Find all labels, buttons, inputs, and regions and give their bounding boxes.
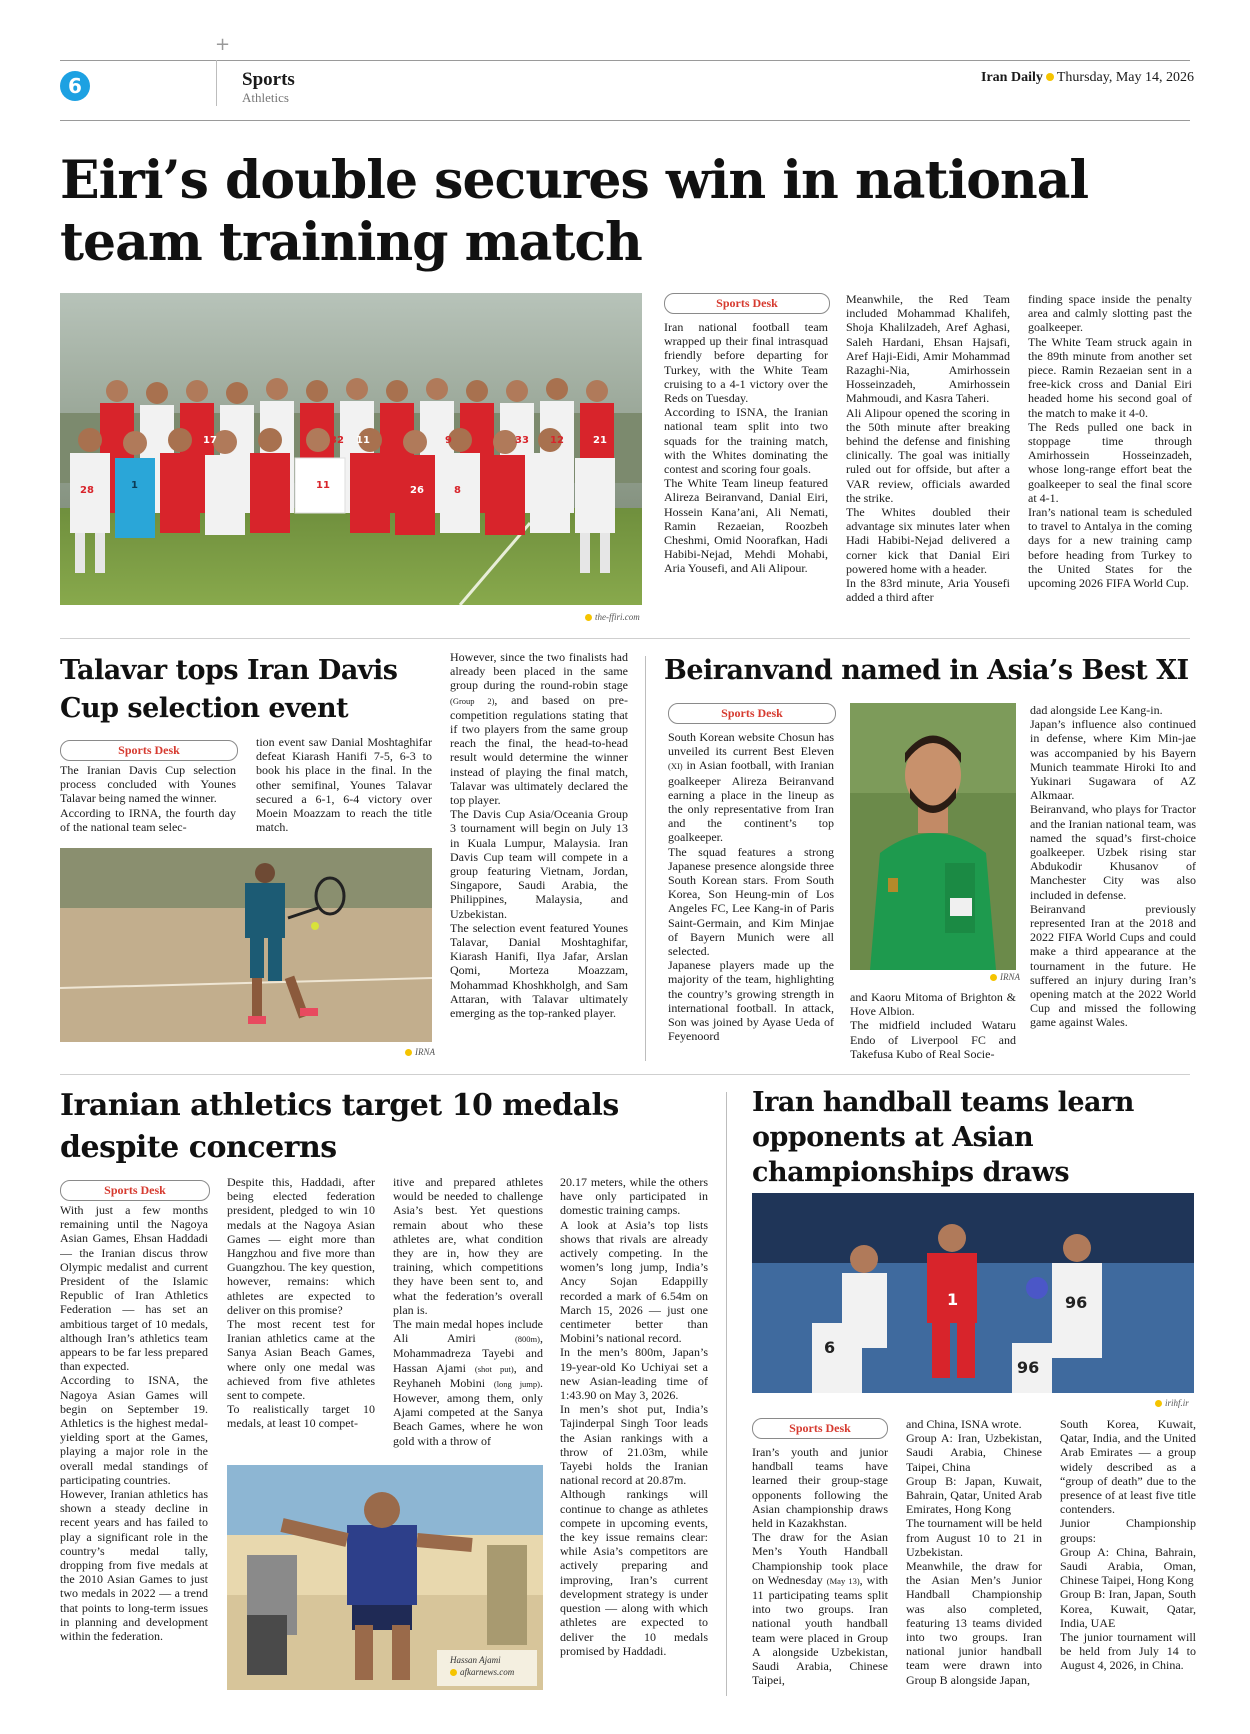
team-jersey-number: 28 — [80, 485, 94, 496]
section-rule — [60, 638, 1190, 639]
paragraph: Group B: Iran, Japan, South Korea, Kuwait, Qatar, India, UAE — [1060, 1587, 1196, 1630]
paragraph: The White Team lineup featured Alireza Beiranvand, Danial Eiri, Hossein Kana’ani, Ali Nemati, Ramin Rezaeian, Roozbeh Cheshmi, Omid Noorafkan, Hadi Habibi-Nejad, Mehdi Mohabi, Aria Yousefi, and Ali Alipour. — [664, 476, 828, 576]
paragraph: tion event saw Danial Moshtaghifar defeat Kiarash Hanifi 7-5, 6-3 to book his place in the final. In the other semifinal, Younes Talavar secured a 6-1, 6-4 victory over Moein Moazzam to reach the title match. — [256, 735, 432, 835]
goalkeeper-jersey-number: 1 — [131, 480, 138, 491]
credit-text: IRNA — [415, 1047, 435, 1057]
small-text: (800m) — [514, 1334, 540, 1345]
paragraph: itive and prepared athletes would be needed to challenge Asia’s best. Yet questions remain about who these athletes are, what condition they are in, how they are training, which competitions they have been sent to, and what the federation’s overall plan is. — [393, 1175, 543, 1317]
team-jersey-number: 32 — [330, 435, 344, 446]
paragraph: The junior tournament will be held from July 14 to August 4, 2026, in China. — [1060, 1630, 1196, 1673]
paragraph: The Reds pulled one back in stoppage time through Amirhossein Hosseinzadeh, whose long-range effort beat the goalkeeper to seal the final score at 4-1. — [1028, 419, 1192, 505]
athletics-desk-badge: Sports Desk — [60, 1180, 210, 1201]
credit-dot — [990, 974, 997, 981]
beiranvand-headline: Beiranvand named in Asia’s Best XI — [664, 655, 1189, 686]
team-jersey-number: 8 — [454, 485, 461, 496]
header-bottom-rule — [60, 120, 1190, 121]
small-text: (May 13) — [826, 1575, 860, 1586]
small-text: (XI) — [668, 761, 683, 772]
tennis-photo — [60, 848, 432, 1042]
team-jersey-number: 26 — [410, 485, 424, 496]
paragraph: and Kaoru Mitoma of Brighton & Hove Albion. — [850, 990, 1016, 1019]
handball-headline: Iran handball teams learn opponents at Asian championships draws — [752, 1087, 1134, 1188]
beiranvand-desk-badge: Sports Desk — [668, 703, 836, 724]
column-divider — [645, 656, 646, 1061]
paragraph: Ali Alipour opened the scoring in the 50th minute after breaking behind the defense and finishing clinically. The goal was initially ruled out for offside, but after a VAR review, officials awarded the strike. — [846, 405, 1010, 505]
team-jersey-number: 11 — [356, 435, 370, 446]
athletics-column-3 — [393, 1175, 543, 1465]
paragraph: According to ISNA, the Iranian national team split into two squads for the training match, with the Whites dominating the contest and scoring four goals. — [664, 405, 828, 477]
paragraph: Meanwhile, the draw for the Asian Men’s Junior Handball Championship was also completed, featuring 13 teams divided into two groups. Iran national junior handball team were drawn into Group B alongside Japan, — [906, 1559, 1042, 1687]
lead-column-1 — [664, 320, 828, 620]
team-jersey-number: 9 — [445, 435, 452, 446]
paragraph: dad alongside Lee Kang-in. — [1030, 703, 1163, 717]
credit-text: the-ffiri.com — [595, 612, 640, 622]
text-run: in Asian football, with Iranian goalkeeper Alireza Beiranvand earning a place in the lineup as the only representative from Iran and the continent’s top goalkeeper. — [668, 758, 834, 845]
paragraph: Iran’s national team is scheduled to travel to Antalya in the coming days for a new training camp before heading from Turkey to the United States for the upcoming 2026 FIFA World Cup. — [1028, 505, 1192, 591]
paragraph: Beiranvand previously represented Iran at the 2018 and 2022 FIFA World Cups and could make a third appearance at the tournament in the future. He suffered an injury during Iran’s opening match at the 2022 World Cup and missed the following game against Wales. — [1030, 901, 1196, 1030]
paragraph: Junior Championship groups: — [1060, 1516, 1196, 1545]
paragraph: The most recent test for Iranian athletics came at the Sanya Asian Beach Games, where only one medal was achieved from five athletes sent to compete. — [227, 1317, 375, 1403]
small-text: (Group 2) — [450, 695, 495, 706]
tennis-column-2 — [256, 735, 432, 835]
section-title: Sports — [242, 69, 295, 90]
paragraph: Japan’s influence also continued in defense, where Kim Min-jae was accompanied by his Bayern Munich teammate Hiroki Ito and Yukinari Sugawara of AZ Alkmaar. — [1030, 717, 1196, 803]
tennis-column-1 — [60, 763, 236, 843]
separator-dot — [1046, 73, 1054, 81]
paragraph — [752, 1530, 888, 1687]
credit-text: irihf.ir — [1165, 1398, 1189, 1408]
athletics-column-2 — [227, 1175, 375, 1465]
athletics-column-1 — [60, 1203, 208, 1699]
handball-column-3 — [1060, 1417, 1196, 1700]
paragraph: In men’s shot put, India’s Tajinderpal Singh Toor leads the Asian rankings with a throw of 21.03m, while Tayebi holds the Iranian national record at 20.87m. — [560, 1402, 708, 1488]
paragraph: Group A: Iran, Uzbekistan, Saudi Arabia, Chinese Taipei, China — [906, 1431, 1042, 1474]
paragraph — [668, 730, 834, 845]
lead-desk-badge: Sports Desk — [664, 293, 830, 314]
text-run: However, since the two finalists had already been placed in the same group during the round-robin stage — [450, 650, 628, 693]
paragraph — [450, 650, 628, 807]
crop-mark: + — [215, 34, 231, 55]
handball-jersey-number: 96 — [1017, 1358, 1040, 1377]
beiranvand-column-3 — [1030, 703, 1196, 1063]
athletics-column-4 — [560, 1175, 708, 1699]
beiranvand-photo-credit — [990, 972, 1020, 982]
handball-jersey-number: 96 — [1065, 1293, 1088, 1312]
handball-desk-badge: Sports Desk — [752, 1418, 888, 1439]
paragraph: South Korea, Kuwait, Qatar, India, and the United Arab Emirates — a group widely described as a “group of death” due to the presence of at least five title contenders. — [1060, 1417, 1196, 1517]
credit-text: IRNA — [1000, 972, 1020, 982]
team-photo — [60, 293, 642, 605]
shot-put-photo-caption: Hassan Ajami — [450, 1655, 501, 1665]
paragraph — [393, 1317, 543, 1448]
paragraph: A look at Asia’s top lists shows that rivals are already actively competing. In the women’s long jump, India’s Ancy Sojan Edappilly recorded a mark of 6.54m on March 15, 2026 — just one centimeter better than Mobini’s national record. — [560, 1217, 708, 1346]
paragraph: Group A: China, Bahrain, Saudi Arabia, Oman, Chinese Taipei, Hong Kong — [1060, 1544, 1196, 1588]
paragraph: Meanwhile, the Red Team included Mohammad Khalifeh, Shoja Khalilzadeh, Aref Aghasi, Saleh Hardani, Ehsan Hajsafi, Aref Haji-Eidi, Amir Mohammad Razaghi-Nia, Amirhossein Hosseinzadeh, Amirhossein Mahmoudi, and Kasra Taheri. — [846, 292, 1010, 406]
team-jersey-number: 33 — [515, 435, 529, 446]
subsection-title: Athletics — [242, 90, 289, 105]
paragraph: Although rankings will continue to change as athletes compete in upcoming events, the key issue remains clear: while Asia’s competitors are actively preparing and improving, Iran’s current development strategy is under question — along with which athletes are expected to deliver the 10 medals promised by Haddadi. — [560, 1487, 708, 1658]
top-rule — [60, 60, 1190, 61]
credit-dot — [405, 1049, 412, 1056]
team-jersey-number: 17 — [203, 435, 217, 446]
tennis-photo-credit — [405, 1047, 435, 1057]
section-rule — [60, 1074, 1190, 1075]
small-text: (shot put) — [474, 1363, 514, 1374]
paragraph: The Whites doubled their advantage six minutes later when Hadi Habibi-Nejad delivered a corner kick that Danial Eiri powered home with a header. — [846, 505, 1010, 576]
tennis-column-3 — [450, 650, 628, 1060]
tennis-desk-badge: Sports Desk — [60, 740, 238, 761]
handball-photo — [752, 1193, 1194, 1393]
text-run: . However, among them, only Ajami competed at the Sanya Beach Games, where he won gold with a throw of — [393, 1375, 543, 1448]
text-run: , with 11 participating teams split into two groups. Iran national youth handball team were placed in Group A alongside Uzbekistan, Saudi Arabia, Chinese Taipei, — [752, 1572, 888, 1688]
handball-photo-credit — [1155, 1398, 1189, 1408]
paragraph: In the 83rd minute, Aria Yousefi added a third after — [846, 576, 1010, 605]
team-jersey-number: 12 — [550, 435, 564, 446]
lead-headline: Eiri’s double secures win in national team training match — [60, 150, 1089, 273]
masthead — [981, 70, 1194, 86]
header-divider — [216, 60, 217, 106]
paragraph: Iran’s youth and junior handball teams have learned their group-stage opponents following the Asian championship draws held in Kazakhstan. — [752, 1445, 888, 1531]
beiranvand-column-1 — [668, 730, 834, 1060]
paragraph: However, Iranian athletics has shown a steady decline in recent years and has failed to play a significant role in the country’s medal tally, dropping from five medals at the 2010 Asian Games to just two medals in 2022 — a trend that points to long-term issues in planning and development within the federation. — [60, 1487, 208, 1644]
credit-dot — [1155, 1400, 1162, 1407]
paragraph: To realistically target 10 medals, at least 10 compet- — [227, 1402, 375, 1431]
tennis-headline: Talavar tops Iran Davis Cup selection event — [60, 655, 398, 724]
athletics-headline: Iranian athletics target 10 medals despite concerns — [60, 1088, 619, 1165]
team-jersey-number: 11 — [316, 480, 330, 491]
paragraph: The Davis Cup Asia/Oceania Group 3 tournament will begin on July 13 in Kuala Lumpur, Malaysia. Iran Davis Cup team will compete in a group featuring Vietnam, Jordan, Singapore, Saudi Arabia, the Philippines, Malaysia, and Uzbekistan. — [450, 807, 628, 921]
text-run: The draw for the Asian Men’s Youth Handball Championship took place on Wednesday — [752, 1530, 888, 1587]
paragraph: In the men’s 800m, Japan’s 19-year-old Ko Uchiyai set a new Asian-leading time of 1:43.90 on May 3, 2026. — [560, 1345, 708, 1403]
beiranvand-photo — [850, 703, 1016, 970]
handball-column-1 — [752, 1445, 888, 1700]
text-run: , Mohammadreza Tayebi and Hassan Ajami — [393, 1331, 543, 1375]
lead-column-2 — [846, 292, 1010, 622]
paragraph: Despite this, Haddadi, after being elected federation president, pledged to win 10 medals at the Nagoya Asian Games — eight more than Hangzhou and five more than Guangzhou. The key question, however, remains: which athletes are expected to deliver on this promise? — [227, 1175, 375, 1317]
paragraph: Group B: Japan, Kuwait, Bahrain, Qatar, United Arab Emirates, Hong Kong — [906, 1473, 1042, 1517]
credit-dot — [450, 1669, 457, 1676]
text-run: , and based on pre-competition regulations stating that if two players from the same group reach the final, the head-to-head result would determine the winner instead of playing the final match, Talavar was ultimately declared the top player. — [450, 692, 628, 808]
paper-name: Iran Daily — [981, 70, 1043, 85]
paragraph: According to ISNA, the Nagoya Asian Games will begin on September 19. Athletics is the highest medal-yielding sport at the Games, playing a major role in the overall medal standings of participating countries. — [60, 1373, 208, 1487]
paragraph: According to IRNA, the fourth day of the national team selec- — [60, 805, 236, 834]
lead-column-3 — [1028, 292, 1192, 622]
text-run: , and Reyhaneh Mobini — [393, 1360, 543, 1390]
lead-photo-credit — [585, 612, 640, 622]
paragraph: and China, ISNA wrote. — [906, 1417, 1022, 1431]
paragraph: Japanese players made up the majority of the team, highlighting the country’s growing strength in international football. In attack, Son was joined by Ayase Ueda of Feyenoord — [668, 958, 834, 1044]
shot-put-photo-credit — [450, 1667, 514, 1677]
paragraph: The selection event featured Younes Talavar, Danial Moshtaghifar, Kiarash Hanifi, Ilya Jafar, Arslan Qomi, Morteza Moazzam, Mohammad Khoshkholgh, and Sam Attaran, with Talavar ultimately emerging as the top-ranked player. — [450, 920, 628, 1021]
small-text: (long jump) — [493, 1378, 540, 1389]
text-run: South Korean website Chosun has unveiled its current Best Eleven — [668, 730, 834, 759]
paragraph: With just a few months remaining until the Nagoya Asian Games, Ehsan Haddadi — the Iranian discus throw Olympic medalist and current President of the Islamic Republic of Iran Athletics Federation — has set an ambitious target of 10 medals, although Iran’s athletics team appears to be far less prepared than expected. — [60, 1203, 208, 1374]
beiranvand-column-2 — [850, 990, 1016, 1062]
paragraph: The midfield included Wataru Endo of Liverpool FC and Takefusa Kubo of Real Socie- — [850, 1018, 1016, 1061]
handball-column-2 — [906, 1417, 1042, 1700]
handball-jersey-number: 6 — [824, 1338, 836, 1357]
paragraph: The squad features a strong Japanese presence alongside three South Korean stars. From South Korea, Son Heung-min of Los Angeles FC, Lee Kang-in of Paris Saint-Germain, and Kim Minjae of Bayern Munich were all selected. — [668, 844, 834, 959]
issue-date: Thursday, May 14, 2026 — [1056, 70, 1194, 85]
team-jersey-number: 21 — [593, 435, 607, 446]
paragraph: The Iranian Davis Cup selection process concluded with Younes Talavar being named the winner. — [60, 763, 236, 806]
paragraph: Beiranvand, who plays for Tractor and the Iranian national team, was named the squad’s first-choice goalkeeper. Uzbek rising star Abdukodir Khusanov of Manchester City was also included in defense. — [1030, 802, 1196, 902]
page-number: 6 — [60, 71, 90, 101]
paragraph: Iran national football team wrapped up their final intrasquad friendly before departing for Turkey, with the White Team cruising to a 4-1 victory over the Reds on Tuesday. — [664, 320, 828, 406]
credit-text: afkarnews.com — [460, 1667, 515, 1677]
column-divider — [726, 1092, 727, 1696]
paragraph: The tournament will be held from August 10 to 21 in Uzbekistan. — [906, 1516, 1042, 1559]
credit-dot — [585, 614, 592, 621]
paragraph: 20.17 meters, while the others have only participated in domestic training camps. — [560, 1175, 708, 1218]
paragraph: The White Team struck again in the 89th minute from another set piece. Ramin Rezaeian sent in a free-kick cross and Danial Eiri headed home his second goal of the match to make it 4-0. — [1028, 334, 1192, 420]
text-run: The main medal hopes include Ali Amiri — [393, 1317, 543, 1346]
handball-jersey-number: 1 — [947, 1290, 959, 1309]
paragraph: finding space inside the penalty area and calmly slotting past the goalkeeper. — [1028, 292, 1192, 335]
